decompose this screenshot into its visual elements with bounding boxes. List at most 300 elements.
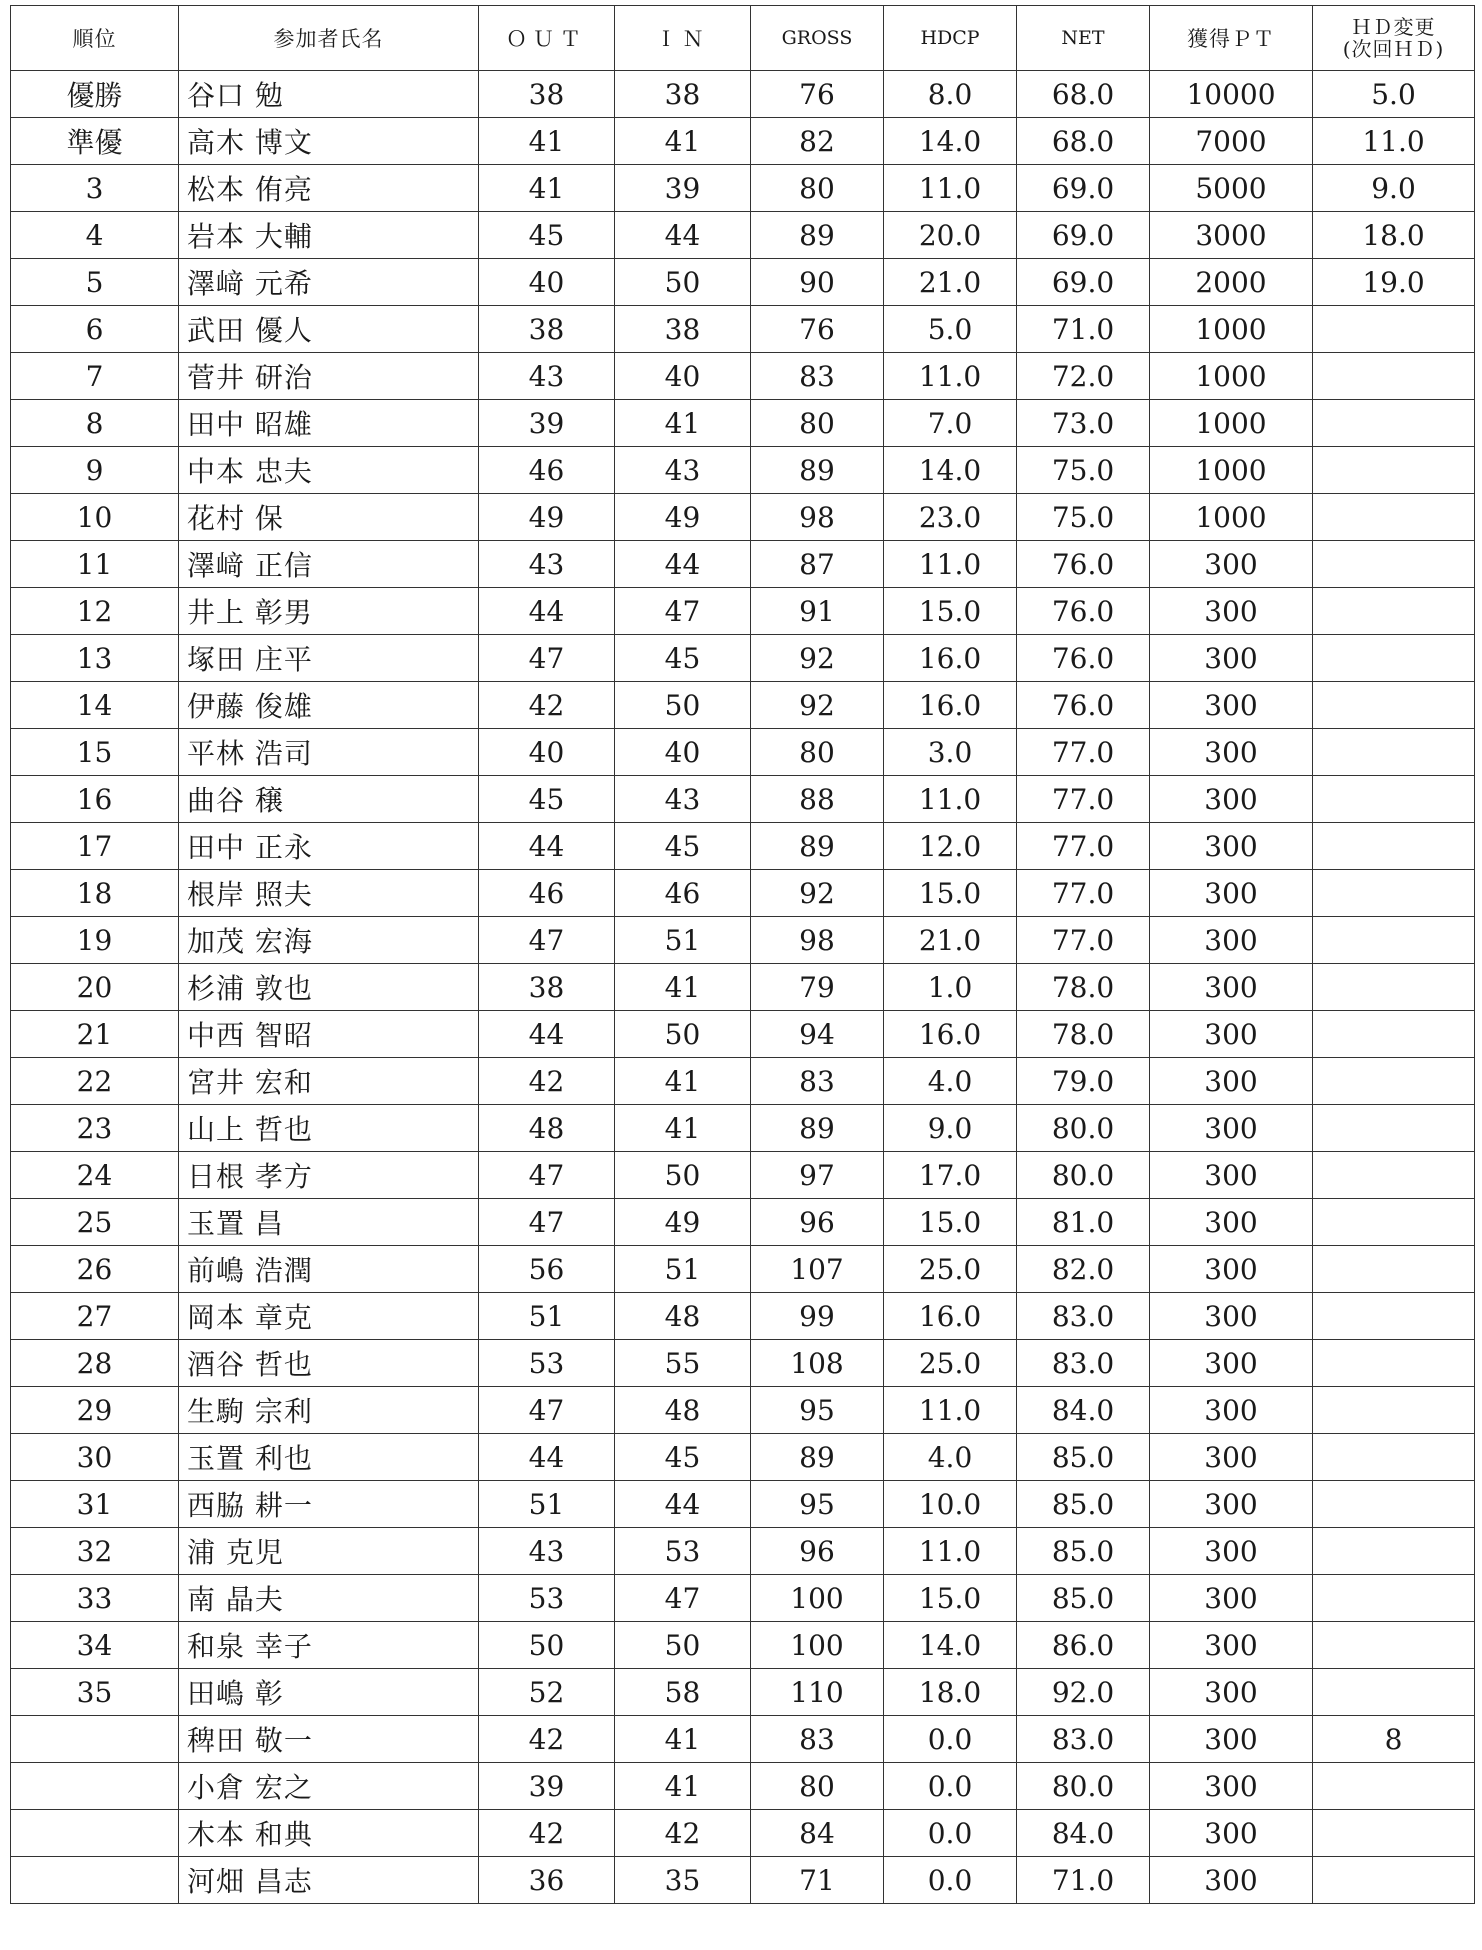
cell-name: 伊藤 俊雄 [179,682,479,729]
cell-net: 85.0 [1017,1434,1150,1481]
cell-in: 44 [615,212,751,259]
cell-name: 高木 博文 [179,118,479,165]
cell-out: 44 [479,823,615,870]
cell-hdcp: 16.0 [884,1293,1017,1340]
cell-net: 75.0 [1017,447,1150,494]
cell-rank: 4 [11,212,179,259]
cell-net: 72.0 [1017,353,1150,400]
cell-rank: 18 [11,870,179,917]
cell-in: 50 [615,259,751,306]
cell-gross: 97 [751,1152,884,1199]
cell-hd-change [1313,1011,1475,1058]
cell-net: 83.0 [1017,1293,1150,1340]
cell-hd-change [1313,447,1475,494]
cell-out: 41 [479,165,615,212]
cell-in: 50 [615,682,751,729]
cell-points: 1000 [1150,353,1313,400]
cell-hd-change [1313,588,1475,635]
table-row [11,1669,1475,1716]
cell-points: 300 [1150,776,1313,823]
cell-points: 1000 [1150,447,1313,494]
cell-in: 41 [615,400,751,447]
cell-points: 300 [1150,1528,1313,1575]
cell-net: 68.0 [1017,71,1150,118]
cell-points: 2000 [1150,259,1313,306]
cell-net: 69.0 [1017,212,1150,259]
cell-gross: 96 [751,1528,884,1575]
cell-name: 玉置 昌 [179,1199,479,1246]
cell-hd-change [1313,1105,1475,1152]
cell-net: 68.0 [1017,118,1150,165]
cell-hd-change [1313,964,1475,1011]
cell-net: 78.0 [1017,964,1150,1011]
cell-net: 82.0 [1017,1246,1150,1293]
cell-net: 69.0 [1017,165,1150,212]
cell-out: 51 [479,1293,615,1340]
cell-in: 48 [615,1293,751,1340]
cell-name: 澤﨑 正信 [179,541,479,588]
cell-rank [11,1810,179,1857]
cell-points: 1000 [1150,400,1313,447]
cell-hd-change [1313,400,1475,447]
cell-in: 53 [615,1528,751,1575]
cell-hdcp: 14.0 [884,118,1017,165]
cell-hdcp: 11.0 [884,1528,1017,1575]
cell-gross: 108 [751,1340,884,1387]
cell-points: 7000 [1150,118,1313,165]
header-gross: GROSS [751,6,884,71]
cell-rank: 16 [11,776,179,823]
cell-gross: 83 [751,1716,884,1763]
cell-net: 80.0 [1017,1763,1150,1810]
cell-out: 51 [479,1481,615,1528]
cell-rank: 10 [11,494,179,541]
cell-gross: 80 [751,165,884,212]
cell-net: 76.0 [1017,588,1150,635]
cell-hdcp: 25.0 [884,1340,1017,1387]
cell-hd-change [1313,1528,1475,1575]
cell-hdcp: 21.0 [884,917,1017,964]
cell-hdcp: 20.0 [884,212,1017,259]
cell-hdcp: 15.0 [884,588,1017,635]
table-row [11,823,1475,870]
cell-in: 58 [615,1669,751,1716]
cell-in: 41 [615,1058,751,1105]
cell-hd-change [1313,306,1475,353]
cell-gross: 99 [751,1293,884,1340]
cell-points: 300 [1150,870,1313,917]
cell-rank: 26 [11,1246,179,1293]
cell-name: 木本 和典 [179,1810,479,1857]
cell-name: 田嶋 彰 [179,1669,479,1716]
cell-name: 浦 克児 [179,1528,479,1575]
cell-name: 酒谷 哲也 [179,1340,479,1387]
cell-name: 松本 侑亮 [179,165,479,212]
cell-hdcp: 11.0 [884,353,1017,400]
cell-hd-change [1313,682,1475,729]
cell-name: 小倉 宏之 [179,1763,479,1810]
cell-net: 77.0 [1017,870,1150,917]
cell-rank: 27 [11,1293,179,1340]
cell-hd-change [1313,1810,1475,1857]
cell-out: 40 [479,729,615,776]
cell-out: 43 [479,541,615,588]
cell-rank: 準優 [11,118,179,165]
cell-hd-change [1313,1434,1475,1481]
cell-net: 77.0 [1017,729,1150,776]
header-points: 獲得ＰＴ [1150,6,1313,71]
cell-hd-change [1313,870,1475,917]
header-out: ＯＵＴ [479,6,615,71]
cell-in: 48 [615,1387,751,1434]
cell-points: 300 [1150,682,1313,729]
cell-in: 41 [615,1716,751,1763]
cell-in: 38 [615,71,751,118]
cell-name: 澤﨑 元希 [179,259,479,306]
cell-hdcp: 23.0 [884,494,1017,541]
cell-net: 83.0 [1017,1716,1150,1763]
cell-in: 50 [615,1622,751,1669]
cell-in: 43 [615,776,751,823]
cell-name: 菅井 研治 [179,353,479,400]
cell-out: 44 [479,1434,615,1481]
cell-hdcp: 15.0 [884,870,1017,917]
cell-hdcp: 14.0 [884,1622,1017,1669]
cell-net: 85.0 [1017,1481,1150,1528]
table-row [11,212,1475,259]
cell-points: 300 [1150,1199,1313,1246]
cell-name: 稗田 敬一 [179,1716,479,1763]
cell-in: 43 [615,447,751,494]
cell-in: 44 [615,541,751,588]
table-row [11,259,1475,306]
cell-hd-change [1313,1387,1475,1434]
cell-hdcp: 9.0 [884,1105,1017,1152]
cell-name: 生駒 宗利 [179,1387,479,1434]
cell-hd-change [1313,1481,1475,1528]
cell-gross: 83 [751,1058,884,1105]
table-row [11,71,1475,118]
cell-points: 300 [1150,1481,1313,1528]
table-row [11,776,1475,823]
cell-gross: 92 [751,682,884,729]
table-row [11,541,1475,588]
cell-net: 71.0 [1017,1857,1150,1904]
cell-out: 39 [479,1763,615,1810]
cell-hdcp: 11.0 [884,1387,1017,1434]
cell-out: 53 [479,1575,615,1622]
cell-hd-change: 8 [1313,1716,1475,1763]
cell-in: 46 [615,870,751,917]
cell-rank: 33 [11,1575,179,1622]
cell-hd-change: 18.0 [1313,212,1475,259]
cell-name: 塚田 庄平 [179,635,479,682]
cell-rank: 29 [11,1387,179,1434]
cell-net: 92.0 [1017,1669,1150,1716]
cell-in: 51 [615,1246,751,1293]
cell-points: 300 [1150,1622,1313,1669]
cell-in: 41 [615,1105,751,1152]
cell-rank: 19 [11,917,179,964]
cell-hdcp: 12.0 [884,823,1017,870]
cell-out: 42 [479,1058,615,1105]
cell-in: 40 [615,729,751,776]
cell-gross: 76 [751,71,884,118]
cell-rank: 5 [11,259,179,306]
header-name: 参加者氏名 [179,6,479,71]
cell-in: 49 [615,1199,751,1246]
cell-in: 41 [615,964,751,1011]
cell-gross: 88 [751,776,884,823]
cell-points: 300 [1150,1716,1313,1763]
cell-gross: 82 [751,118,884,165]
cell-in: 40 [615,353,751,400]
cell-out: 44 [479,1011,615,1058]
table-row [11,1434,1475,1481]
cell-in: 47 [615,588,751,635]
cell-points: 300 [1150,1152,1313,1199]
header-hd-change [1313,6,1475,71]
table-row [11,400,1475,447]
cell-rank: 14 [11,682,179,729]
table-row [11,682,1475,729]
cell-hd-change [1313,1669,1475,1716]
cell-out: 36 [479,1857,615,1904]
cell-out: 49 [479,494,615,541]
cell-hd-change [1313,776,1475,823]
table-row [11,1293,1475,1340]
cell-gross: 89 [751,1105,884,1152]
cell-out: 43 [479,1528,615,1575]
cell-net: 75.0 [1017,494,1150,541]
cell-out: 47 [479,917,615,964]
cell-in: 44 [615,1481,751,1528]
cell-hd-change [1313,1340,1475,1387]
cell-out: 43 [479,353,615,400]
cell-out: 39 [479,400,615,447]
cell-hd-change [1313,823,1475,870]
cell-rank: 20 [11,964,179,1011]
cell-net: 76.0 [1017,682,1150,729]
cell-name: 前嶋 浩潤 [179,1246,479,1293]
cell-rank: 17 [11,823,179,870]
cell-rank: 32 [11,1528,179,1575]
cell-gross: 84 [751,1810,884,1857]
table-row [11,1387,1475,1434]
cell-net: 80.0 [1017,1105,1150,1152]
cell-net: 69.0 [1017,259,1150,306]
header-in: ＩＮ [615,6,751,71]
cell-out: 56 [479,1246,615,1293]
table-row [11,447,1475,494]
header-hd-change-line2: (次回ＨＤ) [1342,37,1445,61]
cell-gross: 95 [751,1387,884,1434]
cell-out: 48 [479,1105,615,1152]
cell-gross: 76 [751,306,884,353]
cell-name: 南 晶夫 [179,1575,479,1622]
cell-rank: 8 [11,400,179,447]
cell-name: 加茂 宏海 [179,917,479,964]
cell-in: 45 [615,823,751,870]
cell-hdcp: 18.0 [884,1669,1017,1716]
cell-hdcp: 11.0 [884,165,1017,212]
cell-in: 35 [615,1857,751,1904]
cell-out: 42 [479,1716,615,1763]
cell-net: 85.0 [1017,1528,1150,1575]
cell-name: 西脇 耕一 [179,1481,479,1528]
cell-hdcp: 1.0 [884,964,1017,1011]
cell-rank [11,1857,179,1904]
cell-in: 50 [615,1011,751,1058]
table-row [11,494,1475,541]
cell-hdcp: 17.0 [884,1152,1017,1199]
cell-net: 81.0 [1017,1199,1150,1246]
cell-points: 300 [1150,1669,1313,1716]
cell-net: 78.0 [1017,1011,1150,1058]
cell-out: 47 [479,635,615,682]
cell-hd-change: 5.0 [1313,71,1475,118]
cell-name: 和泉 幸子 [179,1622,479,1669]
table-row [11,588,1475,635]
cell-points: 300 [1150,964,1313,1011]
cell-gross: 71 [751,1857,884,1904]
cell-gross: 98 [751,494,884,541]
cell-out: 42 [479,1810,615,1857]
cell-gross: 80 [751,400,884,447]
cell-points: 300 [1150,1810,1313,1857]
cell-name: 玉置 利也 [179,1434,479,1481]
cell-in: 45 [615,1434,751,1481]
cell-gross: 94 [751,1011,884,1058]
cell-in: 49 [615,494,751,541]
table-row [11,1058,1475,1105]
cell-out: 46 [479,870,615,917]
cell-rank: 13 [11,635,179,682]
table-row [11,1716,1475,1763]
cell-points: 3000 [1150,212,1313,259]
table-row [11,1575,1475,1622]
table-row [11,1199,1475,1246]
cell-name: 田中 正永 [179,823,479,870]
cell-hdcp: 3.0 [884,729,1017,776]
table-row [11,917,1475,964]
cell-hdcp: 16.0 [884,635,1017,682]
cell-in: 45 [615,635,751,682]
cell-hd-change [1313,917,1475,964]
cell-in: 51 [615,917,751,964]
cell-hd-change [1313,1199,1475,1246]
cell-gross: 80 [751,729,884,776]
cell-rank: 7 [11,353,179,400]
cell-rank: 23 [11,1105,179,1152]
cell-out: 45 [479,776,615,823]
cell-hdcp: 16.0 [884,1011,1017,1058]
cell-hdcp: 4.0 [884,1058,1017,1105]
cell-gross: 80 [751,1763,884,1810]
cell-name: 日根 孝方 [179,1152,479,1199]
table-row [11,353,1475,400]
cell-hdcp: 4.0 [884,1434,1017,1481]
cell-gross: 92 [751,870,884,917]
cell-points: 300 [1150,1387,1313,1434]
cell-rank: 12 [11,588,179,635]
cell-points: 300 [1150,1763,1313,1810]
table-row [11,1622,1475,1669]
cell-rank [11,1716,179,1763]
cell-in: 50 [615,1152,751,1199]
cell-points: 300 [1150,588,1313,635]
cell-hdcp: 0.0 [884,1763,1017,1810]
cell-hdcp: 0.0 [884,1810,1017,1857]
cell-gross: 92 [751,635,884,682]
cell-in: 47 [615,1575,751,1622]
cell-points: 300 [1150,917,1313,964]
table-row [11,165,1475,212]
cell-points: 300 [1150,1058,1313,1105]
cell-name: 花村 保 [179,494,479,541]
cell-net: 80.0 [1017,1152,1150,1199]
cell-hd-change: 11.0 [1313,118,1475,165]
cell-net: 84.0 [1017,1810,1150,1857]
cell-net: 76.0 [1017,541,1150,588]
cell-name: 岡本 章克 [179,1293,479,1340]
cell-name: 山上 哲也 [179,1105,479,1152]
cell-hdcp: 16.0 [884,682,1017,729]
cell-rank: 15 [11,729,179,776]
cell-points: 300 [1150,823,1313,870]
cell-hdcp: 11.0 [884,541,1017,588]
cell-points: 1000 [1150,494,1313,541]
cell-hd-change [1313,1857,1475,1904]
table-row [11,1011,1475,1058]
cell-gross: 95 [751,1481,884,1528]
cell-name: 中本 忠夫 [179,447,479,494]
table-row [11,1528,1475,1575]
cell-points: 300 [1150,729,1313,776]
cell-hdcp: 15.0 [884,1575,1017,1622]
table-row [11,1481,1475,1528]
cell-points: 300 [1150,1293,1313,1340]
cell-rank: 34 [11,1622,179,1669]
header-net: NET [1017,6,1150,71]
cell-gross: 98 [751,917,884,964]
cell-out: 52 [479,1669,615,1716]
cell-hdcp: 8.0 [884,71,1017,118]
cell-in: 38 [615,306,751,353]
cell-out: 44 [479,588,615,635]
cell-gross: 100 [751,1575,884,1622]
cell-name: 中西 智昭 [179,1011,479,1058]
cell-hd-change [1313,1293,1475,1340]
cell-points: 300 [1150,635,1313,682]
cell-rank: 28 [11,1340,179,1387]
table-row [11,118,1475,165]
cell-hd-change: 19.0 [1313,259,1475,306]
cell-hdcp: 15.0 [884,1199,1017,1246]
cell-hdcp: 21.0 [884,259,1017,306]
cell-net: 77.0 [1017,823,1150,870]
cell-gross: 100 [751,1622,884,1669]
cell-points: 300 [1150,1575,1313,1622]
cell-rank: 30 [11,1434,179,1481]
cell-gross: 79 [751,964,884,1011]
cell-out: 38 [479,306,615,353]
cell-hdcp: 0.0 [884,1857,1017,1904]
cell-hd-change [1313,541,1475,588]
cell-hd-change [1313,1058,1475,1105]
cell-rank: 24 [11,1152,179,1199]
cell-name: 井上 彰男 [179,588,479,635]
